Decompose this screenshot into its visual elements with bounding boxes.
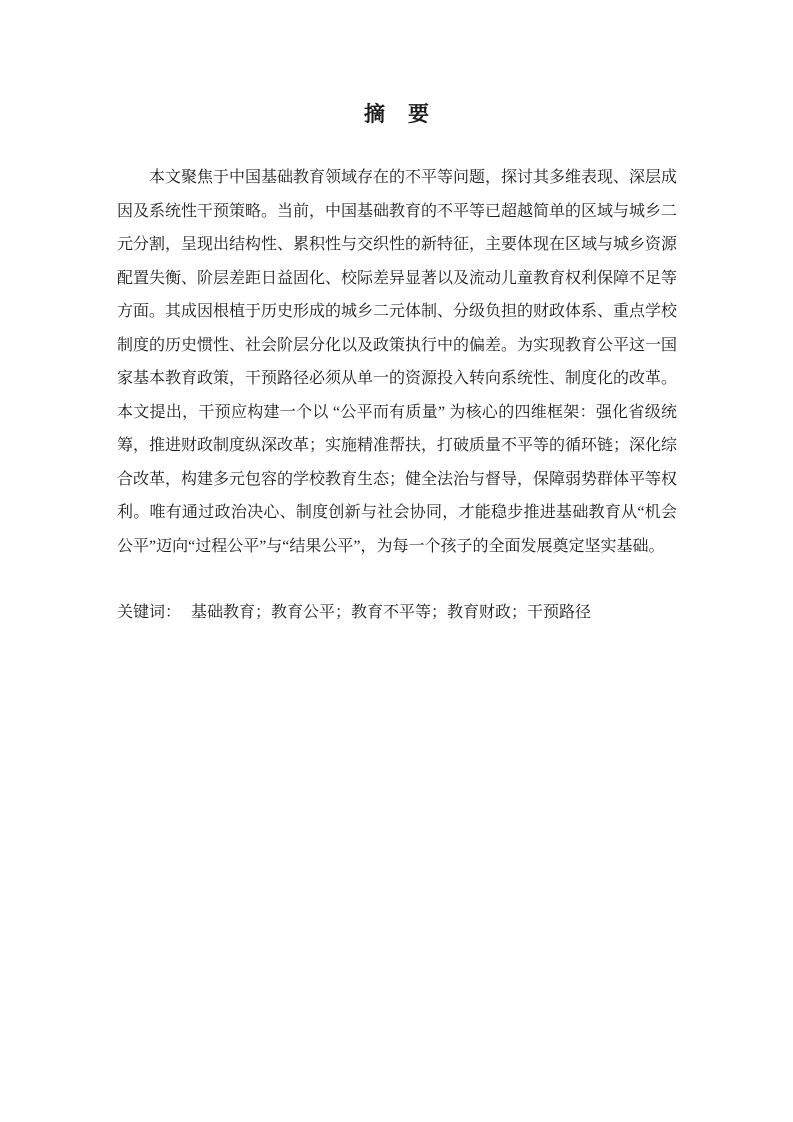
keywords-line: [117, 596, 677, 630]
abstract-paragraph: 本文聚焦于中国基础教育领域存在的不平等问题，探讨其多维表现、深层成因及系统性干预策略。当前，中国基础教育的不平等已超越简单的区域与城乡二元分割，呈现出结构性、累积性与交织性的新特征，主要体现在区域与城乡资源配置失衡、阶层差距日益固化、校际差异显著以及流动儿童教育权利保障不足等方面。其成因根植于历史形成的城乡二元体制、分级负担的财政体系、重点学校制度的历史惯性、社会阶层分化以及政策执行中的偏差。为实现教育公平这一国家基本教育政策，干预路径必须从单一的资源投入转向系统性、制度化的改革。本文提出，干预应构建一个以 “公平而有质量” 为核心的四维框架：强化省级统筹，推进财政制度纵深改革；实施精准帮扶，打破质量不平等的循环链；深化综合改革，构建多元包容的学校教育生态；健全法治与督导，保障弱势群体平等权利。唯有通过政治决心、制度创新与社会协同，才能稳步推进基础教育从“机会公平”迈向“过程公平”与“结果公平”，为每一个孩子的全面发展奠定坚实基础。: [117, 169, 678, 555]
keywords-content: 基础教育；教育公平；教育不平等；教育财政；干预路径: [191, 604, 592, 621]
page-title: 摘 要: [364, 102, 430, 126]
keywords-label: 关键词：: [117, 604, 182, 621]
page-content: [117, 0, 677, 630]
